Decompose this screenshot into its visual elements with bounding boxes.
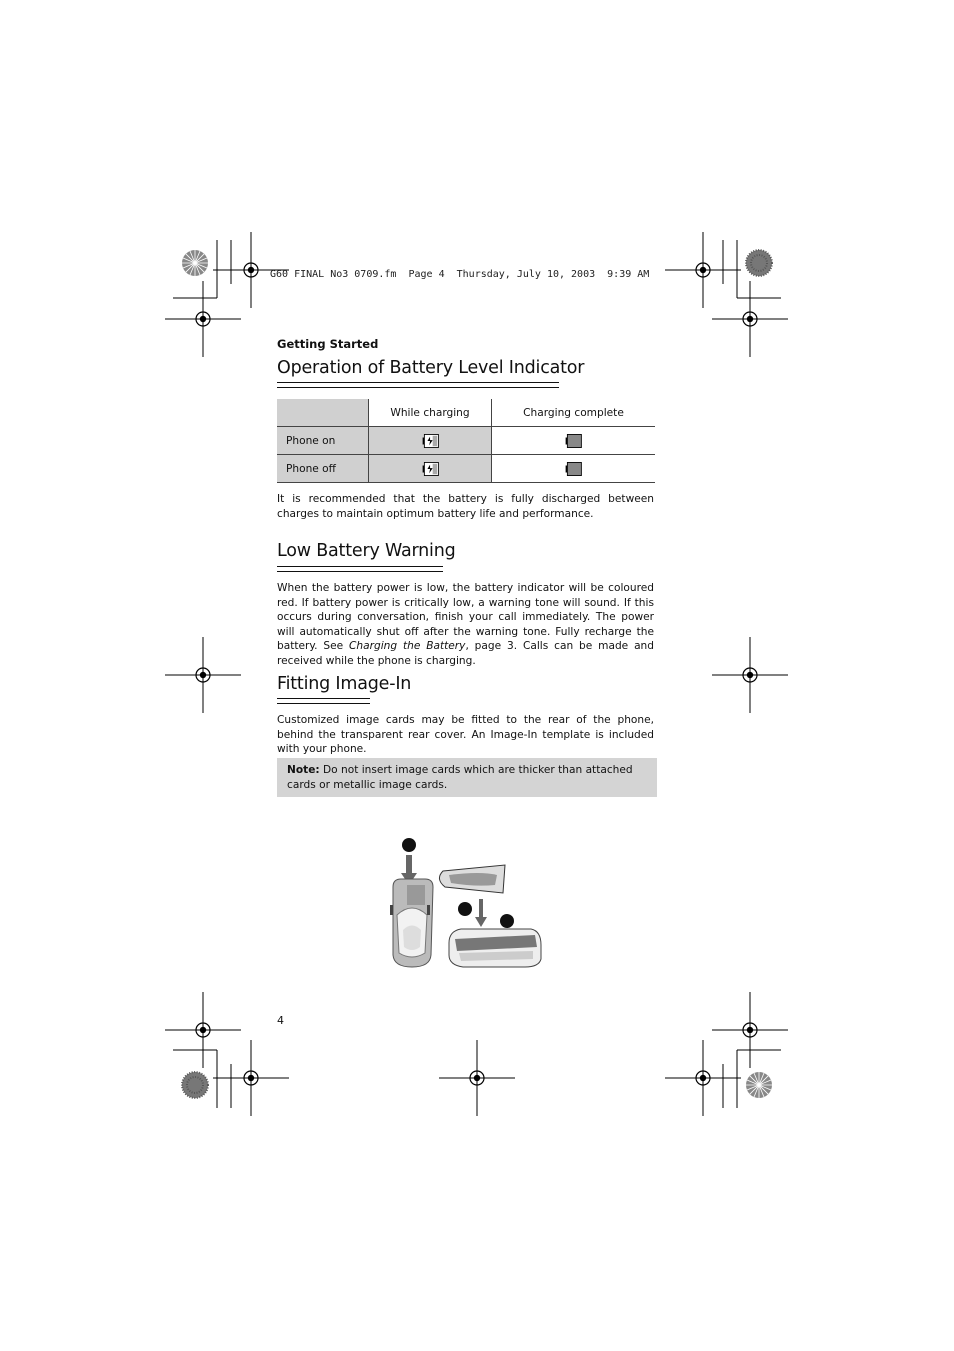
- row-label-phone-off: Phone off: [277, 455, 369, 483]
- header-cell-empty: [277, 399, 369, 427]
- row-label-phone-on: Phone on: [277, 427, 369, 455]
- cross-reference-link: Charging the Battery: [349, 640, 466, 653]
- note-box: [277, 758, 657, 797]
- table-row: [277, 455, 655, 483]
- table-header-row: [277, 399, 655, 427]
- table-row: [277, 427, 655, 455]
- image-in-paragraph: Customized image cards may be fitted to the rear of the phone, behind the transparent rear cover. An Image-In template is included with your phone.: [277, 714, 654, 756]
- battery-charging-icon: [422, 434, 439, 448]
- note-label: Note:: [287, 764, 320, 776]
- print-slug: G60 FINAL No3 0709.fm Page 4 Thursday, July 10, 2003 9:39 AM: [270, 269, 650, 280]
- page-number: 4: [277, 1014, 284, 1027]
- title-underline: [277, 382, 559, 388]
- image-in-title: Fitting Image-In: [277, 674, 412, 694]
- header-charging-complete: Charging complete: [492, 399, 656, 427]
- title-underline: [277, 566, 443, 572]
- image-in-illustration: [385, 835, 550, 971]
- running-header: Getting Started: [277, 337, 379, 351]
- battery-paragraph: It is recommended that the battery is fully discharged between charges to maintain optimum battery life and performance.: [277, 493, 654, 520]
- note-text: Do not insert image cards which are thicker than attached cards or metallic image cards.: [287, 764, 633, 791]
- low-battery-paragraph: When the battery power is low, the battery indicator will be coloured red. If battery power is critically low, a warning tone will sound. If this occurs during conversation, finish your call immediately. The power will automatically shut off after the warning tone. Fully recharge the battery. See Charging the Battery, page 3. Calls can be made and received while the phone is charging.: [277, 582, 654, 667]
- battery-indicator-table: [277, 399, 655, 483]
- battery-section-title: Operation of Battery Level Indicator: [277, 358, 585, 378]
- header-while-charging: While charging: [369, 399, 492, 427]
- battery-full-icon: [565, 462, 582, 476]
- battery-full-icon: [565, 434, 582, 448]
- battery-charging-icon: [422, 462, 439, 476]
- low-battery-title: Low Battery Warning: [277, 541, 456, 561]
- title-underline: [277, 698, 370, 704]
